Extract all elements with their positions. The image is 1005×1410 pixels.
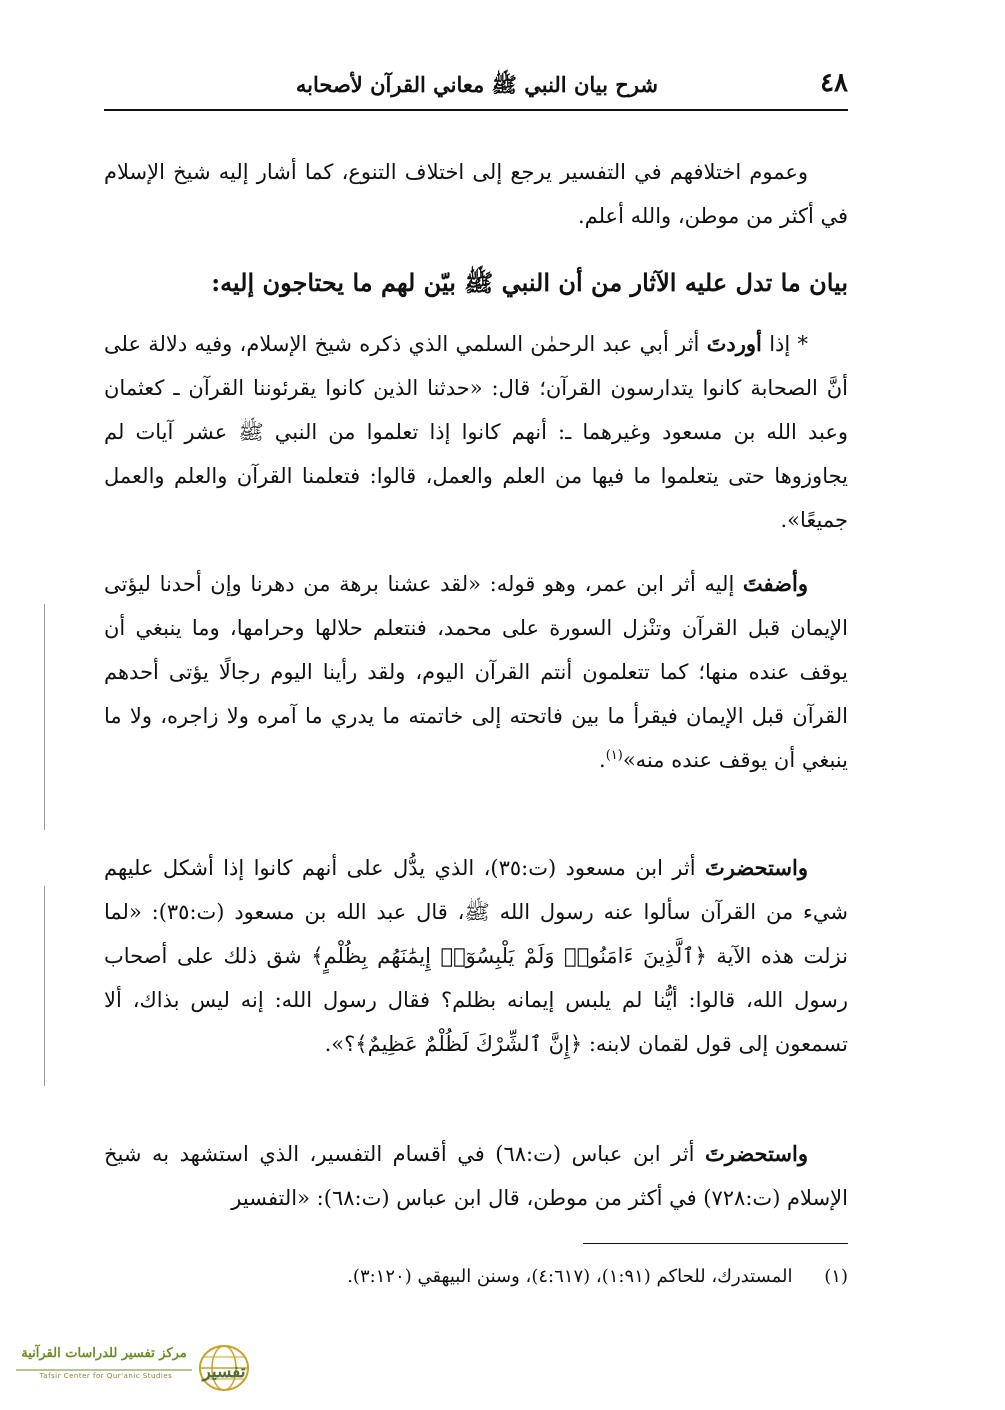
- paragraph-salami: [104, 322, 848, 542]
- paragraph-salami-text: أثر أبي عبد الرحمٰن السلمي الذي ذكره شيخ الإسلام، وفيه دلالة على أنَّ الصحابة كانوا يتدارسون القرآن؛ قال: «حدثنا الذين كانوا يقرئوننا القرآن ـ كعثمان وعبد الله بن مسعود وغيرهما ـ: أنهم كانوا إذا تعلموا من النبي ﷺ عشر آيات لم يجاوزوها حتى يتعلموا ما فيها من العلم والعمل، قالوا: فتعلمنا القرآن والعلم والعمل جميعًا».: [104, 332, 848, 532]
- paragraph-ibn-abbas-lead: واستحضرتَ: [704, 1141, 808, 1166]
- paragraph-ibn-umar-lead: وأضفتَ: [742, 571, 808, 596]
- paragraph-ibn-masud-text: أثر ابن مسعود (ت:٣٥)، الذي يدُّل على أنهم كانوا إذا أشكل عليهم شيء من القرآن سألوا عنه رسول الله ﷺ، قال عبد الله بن مسعود (ت:٣٥): «لما نزلت هذه الآية ﴿ٱلَّذِينَ ءَامَنُوا۟ وَلَمْ يَلْبِسُوٓا۟ إِيمَٰنَهُم بِظُلْمٍ﴾ شق ذلك على أصحاب رسول الله، قالوا: أيُّنا لم يلبس إيمانه بظلم؟ فقال رسول الله: إنه ليس بذاك، ألا تسمعون إلى قول لقمان لابنه: ﴿إِنَّ ٱلشِّرْكَ لَظُلْمٌ عَظِيمٌ﴾؟».: [104, 856, 849, 1056]
- paragraph-intro: [104, 150, 848, 238]
- paragraph-salami-prefix: إذا: [769, 332, 791, 356]
- running-title: شرح بيان النبي ﷺ معاني القرآن لأصحابه: [295, 72, 658, 97]
- header-rule: [104, 109, 848, 111]
- margin-line: [44, 886, 45, 1086]
- tafsir-center-logo: [10, 1342, 260, 1394]
- page-number: ٤٨: [820, 68, 848, 98]
- paragraph-salami-lead: أوردتَ: [706, 331, 762, 356]
- footnote-text: المستدرك، للحاكم (١:٩١)، (٤:٦١٧)، وسنن البيهقي (٣:١٢٠).: [347, 1266, 793, 1287]
- page-header: [104, 62, 848, 108]
- logo-english-name: Tafsir Center for Qur'anic Studies: [39, 1372, 173, 1380]
- footnote: [104, 1262, 848, 1292]
- paragraph-ibn-abbas-text: أثر ابن عباس (ت:٦٨) في أقسام التفسير، الذي استشهد به شيخ الإسلام (ت:٧٢٨) في أكثر من موطن، قال ابن عباس (ت:٦٨): «التفسير: [104, 1142, 848, 1210]
- logo-word: تفسير: [202, 1362, 246, 1382]
- margin-line: [44, 604, 45, 830]
- footnote-number: (١): [824, 1266, 848, 1287]
- footnote-marker[interactable]: (١): [605, 748, 623, 763]
- section-heading: بيان ما تدل عليه الآثار من أن النبي ﷺ بيّن لهم ما يحتاجون إليه:: [211, 268, 848, 297]
- paragraph-ibn-umar: وأضفتَ إليه أثر ابن عمر، وهو قوله: «لقد عشنا برهة من دهرنا وإن أحدنا ليؤتى الإيمان قبل القرآن وتنْزل السورة على محمد، فنتعلم حلالها وحرامها، وما ينبغي أن يوقف عنده منها؛ كما تتعلمون أنتم القرآن اليوم، ولقد رأينا اليوم رجالًا يؤتى أحدهم القرآن قبل الإيمان فيقرأ ما بين فاتحته إلى خاتمته ما يدري ما آمره ولا زاجره، ولا ما ينبغي أن يوقف عنده منه»$^{(١)}$.: [104, 571, 848, 772]
- paragraph-ibn-umar-text: إليه أثر ابن عمر، وهو قوله: «لقد عشنا برهة من دهرنا وإن أحدنا ليؤتى الإيمان قبل القرآن وتنْزل السورة على محمد، فنتعلم حلالها وحرامها، وما ينبغي أن يوقف عنده منها؛ كما تتعلمون أنتم القرآن اليوم، ولقد رأينا اليوم رجالًا يؤتى أحدهم القرآن قبل الإيمان فيقرأ ما بين فاتحته إلى خاتمته ما يدري ما آمره ولا زاجره، ولا ما ينبغي أن يوقف عنده منه»: [104, 572, 848, 772]
- paragraph-intro-text: وعموم اختلافهم في التفسير يرجع إلى اختلاف التنوع، كما أشار إليه شيخ الإسلام في أكثر من موطن، والله أعلم.: [104, 160, 848, 228]
- star-marker: *: [797, 332, 808, 356]
- paragraph-ibn-abbas: [104, 1132, 848, 1220]
- footnote-rule: [583, 1243, 848, 1244]
- paragraph-ibn-masud: [104, 846, 848, 1066]
- paragraph-ibn-masud-lead: واستحضرتَ: [704, 855, 808, 880]
- logo-arabic-name: مركز تفسير للدراسات القرآنية: [21, 1346, 187, 1361]
